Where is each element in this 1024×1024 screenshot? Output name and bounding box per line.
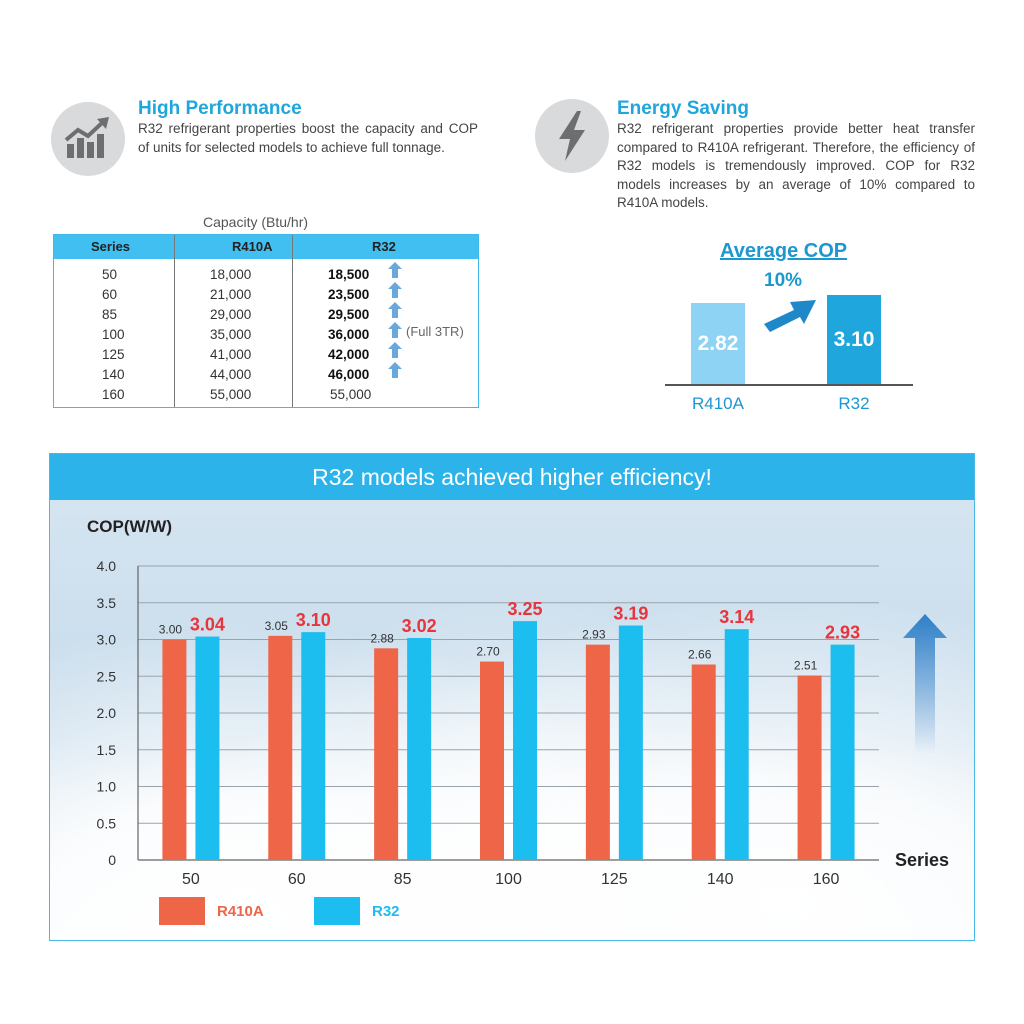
feature-text: R32 refrigerant properties provide better heat transfer compared to R410A refrigerant. Therefore, the efficiency of R32 models is tremendously improved. COP for R32 models increases by an average of 10% compared to R410A models. [617,121,975,210]
data-label-r32: 3.19 [613,603,649,624]
header-r410a: R410A [232,239,273,254]
data-label-r410a: 2.51 [793,658,818,673]
cell-r32: 36,000 [328,327,370,342]
full-3tr-note: (Full 3TR) [406,324,464,339]
bar-r410a [798,676,822,860]
increase-arrow-icon [758,290,828,340]
cell-r32: 29,500 [328,307,370,322]
cell-r32: 42,000 [328,347,370,362]
feature-title: Energy Saving [617,98,749,119]
data-label-r32: 3.10 [295,610,331,631]
feature-title: High Performance [138,98,302,119]
cop-increase-percent: 10% [764,270,803,291]
chart-growth-icon [51,102,125,176]
big-up-arrow-icon [903,614,947,754]
x-tick-label: 50 [182,871,200,888]
cell-series: 160 [102,387,125,402]
data-label-r410a: 2.88 [370,631,394,646]
y-tick-label: 0.5 [96,815,116,832]
bar-r410a [268,636,292,860]
legend-swatch [314,897,360,925]
bar-r32 [513,621,537,860]
bar-r32 [725,629,749,860]
cell-r410a: 55,000 [210,387,252,402]
cell-r410a: 44,000 [210,367,252,382]
cell-r410a: 21,000 [210,287,252,302]
bar-r410a [162,640,186,861]
cell-series: 60 [102,287,118,302]
chart-banner: R32 models achieved higher efficiency! [50,454,974,500]
x-tick-label: 60 [287,871,306,888]
x-tick-label: 160 [812,871,840,888]
data-label-r32: 3.02 [401,616,437,637]
average-cop-label: R410A [692,394,744,413]
capacity-table [53,234,479,408]
cell-r32: 55,000 [330,387,372,402]
bar-r410a [374,648,398,860]
table-row [54,387,478,407]
legend-swatch [159,897,205,925]
bar-r32 [619,626,643,860]
data-label-r410a: 2.66 [688,647,712,662]
cell-r410a: 29,000 [210,307,252,322]
average-cop-value: 3.10 [833,327,875,351]
bar-r410a [586,645,610,860]
capacity-caption: Capacity (Btu/hr) [203,214,309,230]
y-tick-label: 2.0 [96,705,116,721]
bar-r32 [195,637,219,860]
average-cop-value: 2.82 [697,331,739,355]
up-arrow-icon [387,361,403,379]
header-r32: R32 [372,239,396,254]
data-label-r32: 3.25 [507,599,543,620]
x-tick-label: 100 [495,871,522,888]
average-cop-title: Average COP [720,240,848,262]
cell-series: 100 [102,327,125,342]
bar-r32 [301,632,325,860]
y-tick-label: 2.5 [96,668,116,685]
data-label-r410a: 3.00 [158,622,183,637]
cell-r32: 23,500 [328,287,370,302]
data-label-r410a: 2.93 [582,627,606,642]
feature-icon-circle [51,102,125,176]
cell-series: 140 [102,367,125,382]
legend-label: R32 [372,903,400,920]
data-label-r32: 3.14 [719,607,755,628]
cell-series: 50 [102,267,118,282]
chart-panel [49,453,975,941]
up-arrow-icon [387,321,403,339]
bar-r410a [480,662,504,860]
x-axis-label: Series [895,850,950,870]
cell-r32: 46,000 [328,367,370,382]
bar-r410a [692,664,716,860]
cop-bar-chart [50,454,974,940]
x-tick-label: 140 [706,871,734,888]
data-label-r32: 3.04 [189,614,225,635]
table-row [54,347,478,367]
x-tick-label: 125 [601,871,628,888]
data-label-r410a: 2.70 [476,644,500,659]
y-axis-label: COP(W/W) [87,517,172,536]
cop-baseline [665,384,913,386]
data-label-r32: 2.93 [825,622,861,643]
cell-r410a: 35,000 [210,327,252,342]
table-header [54,235,478,259]
y-tick-label: 3.5 [96,594,116,611]
feature-icon-circle [535,99,609,173]
up-arrow-icon [387,261,403,279]
bar-r32 [831,645,855,860]
data-label-r410a: 3.05 [264,618,288,633]
cell-series: 85 [102,307,118,322]
cell-series: 125 [102,347,125,362]
cell-r410a: 18,000 [210,267,252,282]
table-row [54,367,478,387]
cell-r410a: 41,000 [210,347,252,362]
table-row [54,267,478,287]
feature-text: R32 refrigerant properties boost the capacity and COP of units for selected models to achieve full tonnage. [138,121,478,155]
legend-label: R410A [217,903,264,920]
header-series: Series [91,239,131,254]
bar-r32 [407,638,431,860]
y-tick-label: 4.0 [96,558,116,574]
average-cop-label: R32 [838,394,870,413]
x-tick-label: 85 [393,871,412,888]
y-tick-label: 3.0 [96,631,116,648]
y-tick-label: 1.5 [96,741,116,758]
table-row [54,287,478,307]
cell-r32: 18,500 [328,267,370,282]
y-tick-label: 1.0 [96,778,116,795]
lightning-bolt-icon [535,99,609,173]
up-arrow-icon [387,341,403,359]
up-arrow-icon [387,281,403,299]
up-arrow-icon [387,301,403,319]
y-tick-label: 0 [108,852,116,868]
